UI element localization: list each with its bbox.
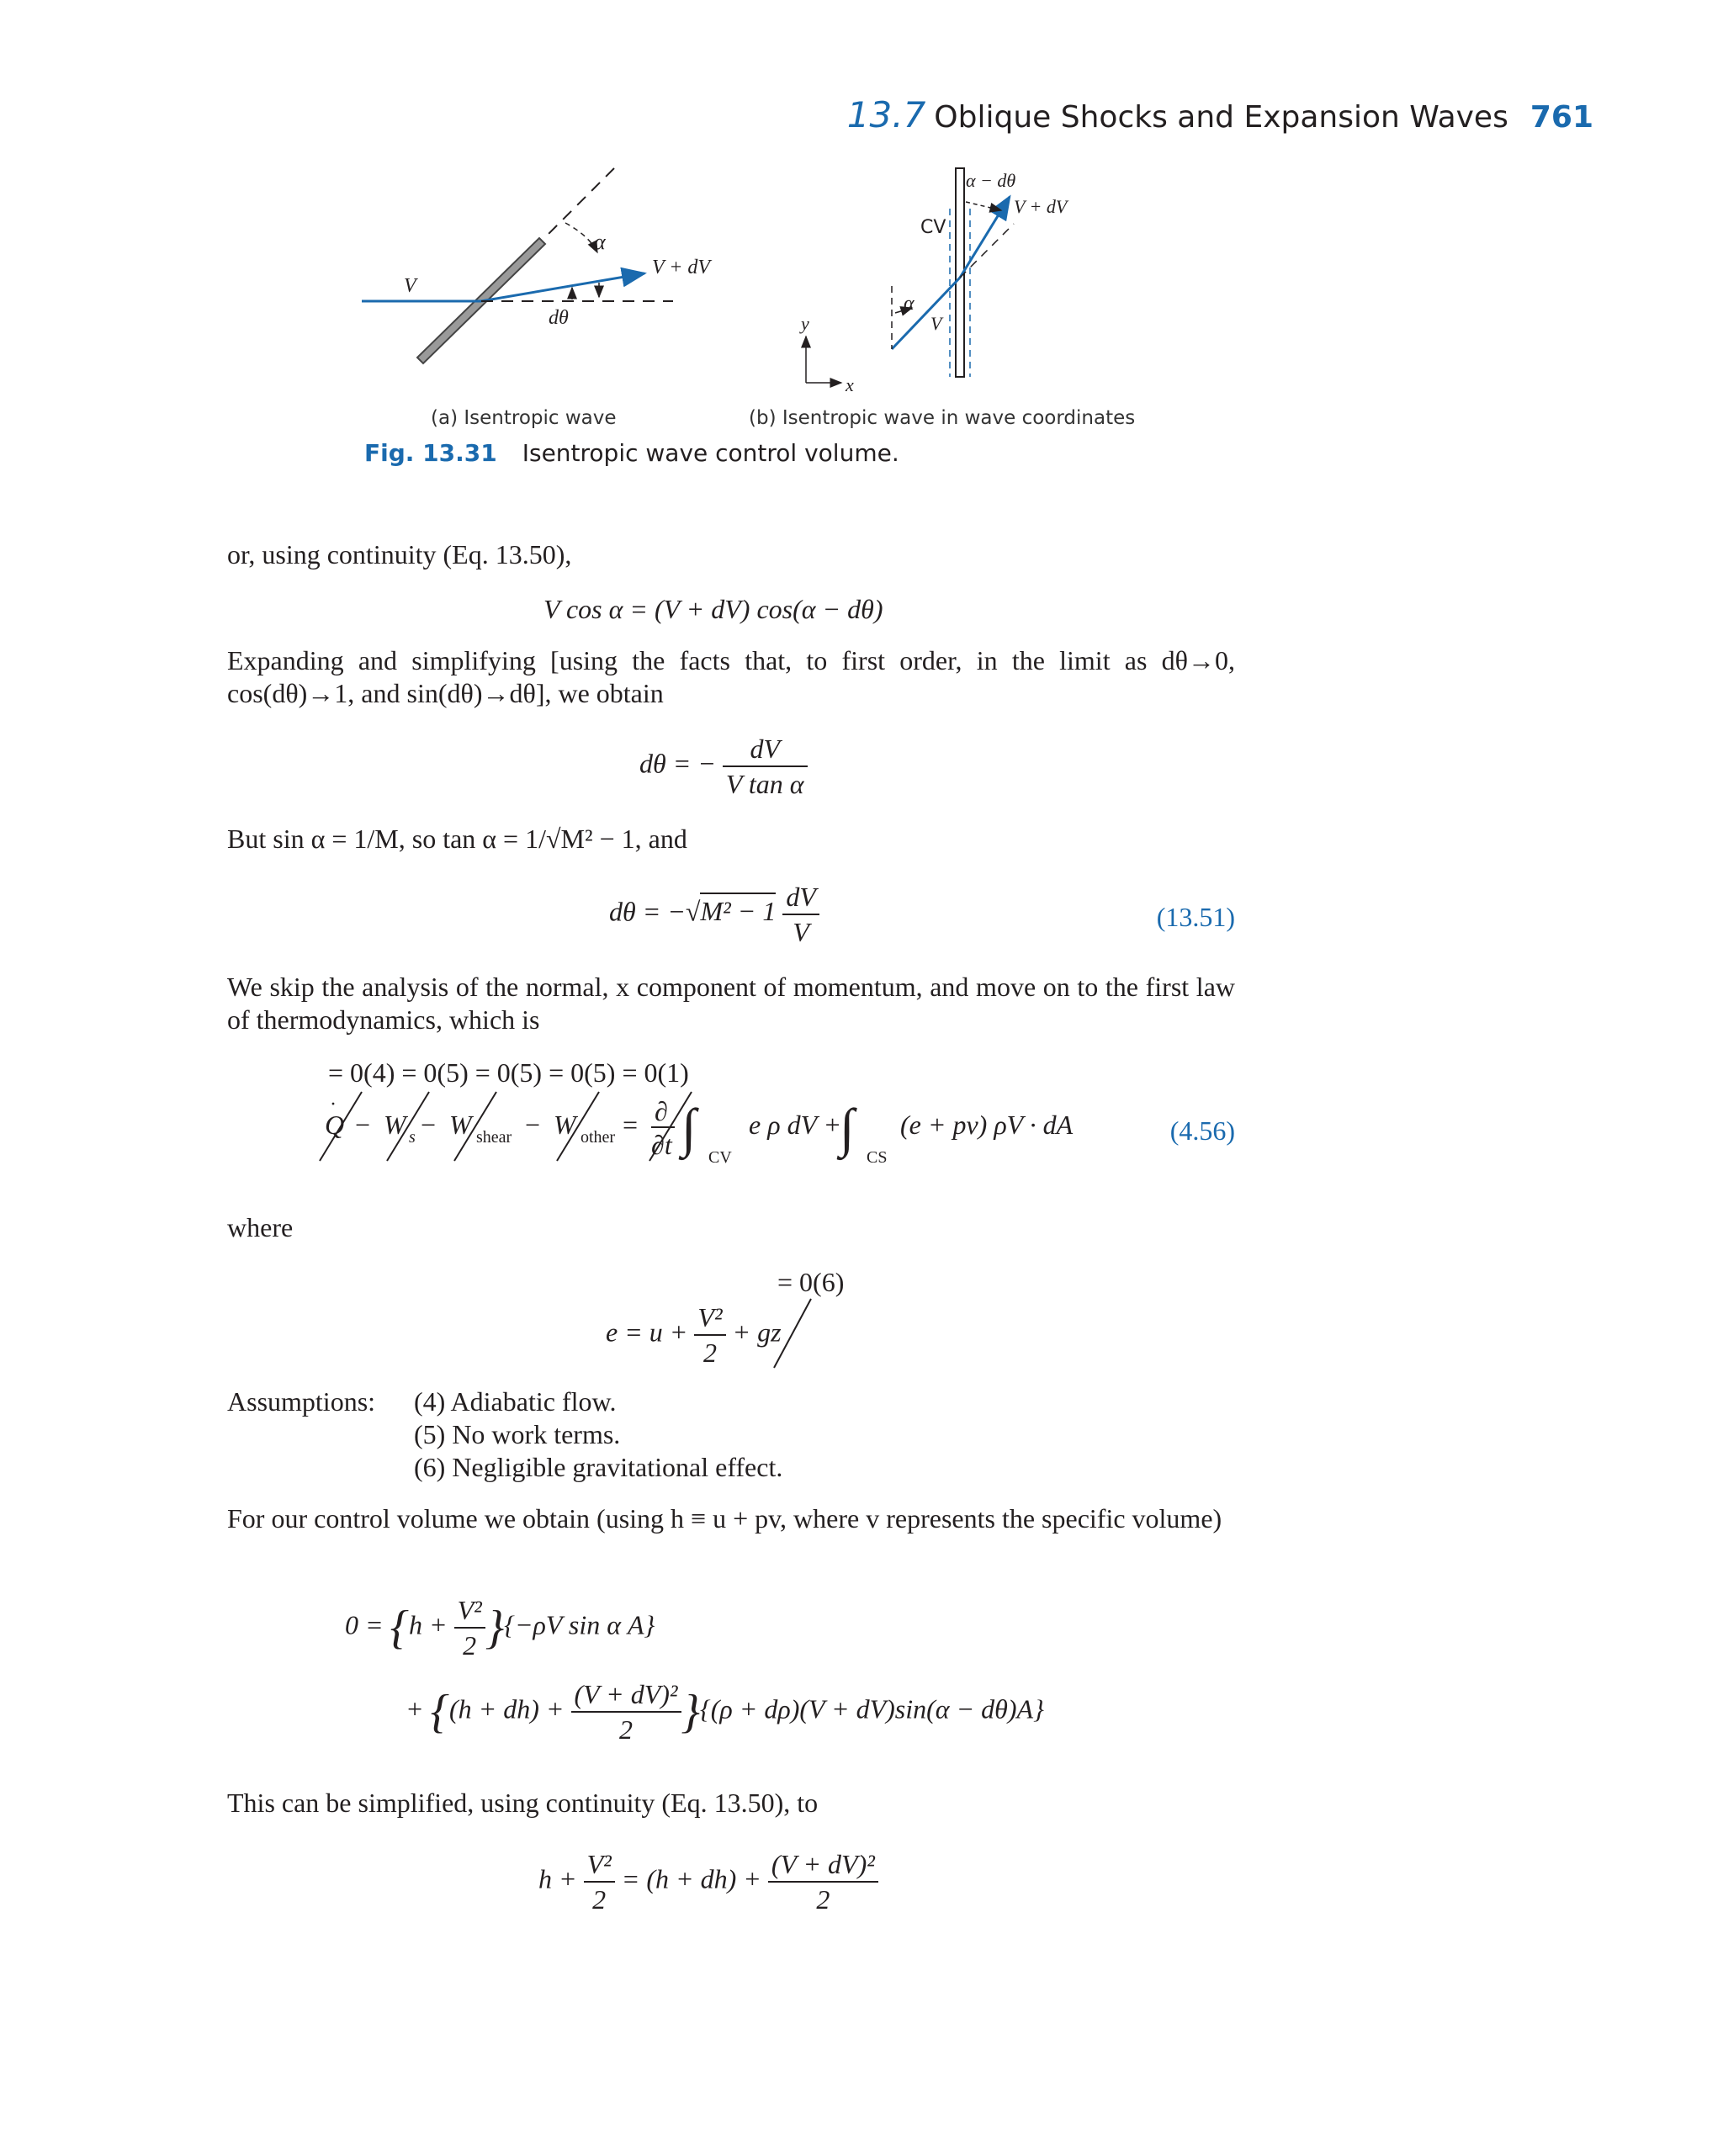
eq456-integral-1: ∫ xyxy=(681,1098,697,1157)
page-number: 761 xyxy=(1529,100,1593,135)
label-v-dv: V + dV xyxy=(652,257,711,278)
subcaption-a: (a) Isentropic wave xyxy=(431,407,617,429)
eq6-l2-h: (h + dh) + xyxy=(449,1693,565,1724)
eq6-l2-numerator: (V + dV)² xyxy=(571,1677,681,1713)
paragraph-simplified: This can be simplified, using continuity (Eq. 13.50), to xyxy=(227,1788,819,1818)
equation-energy-line-2 xyxy=(406,1677,1044,1746)
assumption-5: (5) No work terms. xyxy=(414,1419,621,1449)
eq456-minus-1: − xyxy=(355,1110,371,1140)
eq6-l2-denominator: 2 xyxy=(619,1714,633,1745)
subcaption-b: (b) Isentropic wave in wave coordinates xyxy=(749,407,1136,429)
section-number: 13.7 xyxy=(846,94,926,135)
eq-dtheta-denominator: V tan α xyxy=(725,769,804,799)
equation-enthalpy xyxy=(538,1847,878,1916)
eq456-sub-shear: shear xyxy=(476,1128,512,1147)
eq-1351-left: dθ = −√ xyxy=(609,896,701,927)
eq456-integral-2: ∫ xyxy=(840,1098,855,1157)
paragraph-expanding: Expanding and simplifying [using the facts that, to first order, in the limit as dθ→0, cos(dθ)→1, and sin(dθ)→dθ], we obtain xyxy=(227,645,1235,708)
panel-a xyxy=(362,168,712,363)
eq7-mid: = (h + dh) + xyxy=(621,1863,761,1894)
equation-number-13-51: (13.51) xyxy=(1156,902,1235,932)
eq456-sub-cv: CV xyxy=(708,1148,732,1167)
eq6-l1-fraction xyxy=(454,1593,485,1662)
eq456-w-other: W xyxy=(554,1110,576,1140)
equation-continuity: V cos α = (V + dV) cos(α − dθ) xyxy=(543,594,883,624)
eq6-l2-brace-open: { xyxy=(430,1686,449,1738)
assumption-4: (4) Adiabatic flow. xyxy=(414,1386,617,1417)
figure-number: Fig. 13.31 xyxy=(364,439,497,467)
eq-dtheta-numerator: dV xyxy=(723,732,808,767)
equation-dtheta xyxy=(639,732,808,801)
panel-b xyxy=(799,168,1069,395)
eq-e-right: + gz xyxy=(732,1316,782,1348)
section-title: Oblique Shocks and Expansion Waves xyxy=(934,100,1508,135)
figure-caption-text: Isentropic wave control volume. xyxy=(522,439,899,467)
label-alpha-b: α xyxy=(904,293,915,315)
eq456-minus-3: − xyxy=(525,1110,541,1140)
label-alpha: α xyxy=(594,230,606,254)
eq7-numerator-2: (V + dV)² xyxy=(768,1847,878,1883)
eq6-l1-numerator: V² xyxy=(454,1593,485,1629)
equation-e-zero: = 0(6) xyxy=(777,1267,845,1297)
assumption-6: (6) Negligible gravitational effect. xyxy=(414,1452,783,1482)
eq7-numerator-1: V² xyxy=(584,1847,615,1883)
eq-e-cancellation xyxy=(766,1295,816,1371)
eq6-l2-brace-close: } xyxy=(681,1686,700,1738)
eq456-partial-num: ∂ xyxy=(655,1096,668,1126)
eq6-l1-left: 0 = xyxy=(345,1609,384,1640)
eq-dtheta-fraction xyxy=(723,732,808,801)
eq456-w-shear: W xyxy=(449,1110,472,1140)
eq-1351-numerator: dV xyxy=(782,880,819,915)
label-y-axis: y xyxy=(801,313,809,334)
eq-1351-root: M² − 1 xyxy=(700,893,776,926)
eq456-q-dot-mark: · xyxy=(330,1094,337,1115)
eq456-integrand-2: (e + pv) ρV · dA xyxy=(900,1110,1074,1140)
assumptions-label: Assumptions: xyxy=(227,1386,376,1417)
eq6-l2-left: + xyxy=(406,1693,424,1724)
figure-caption xyxy=(364,439,899,467)
eq456-minus-2: − xyxy=(421,1110,437,1140)
eq-e-fraction xyxy=(694,1300,725,1369)
alpha-dtheta-arc xyxy=(966,202,1001,210)
label-alpha-dtheta: α − dθ xyxy=(966,170,1016,191)
eq456-w-dot: W xyxy=(384,1110,406,1140)
paragraph-continuity: or, using continuity (Eq. 13.50), xyxy=(227,539,572,569)
eq7-left: h + xyxy=(538,1863,577,1894)
equation-4-56-zeros: = 0(4) = 0(5) = 0(5) = 0(5) = 0(1) xyxy=(328,1057,689,1088)
label-x-axis: x xyxy=(846,374,854,395)
paragraph-where: where xyxy=(227,1212,294,1242)
paragraph-momentum: We skip the analysis of the normal, x component of momentum, and move on to the first law of thermodynamics, which is xyxy=(227,972,1235,1035)
eq456-q-dot: Q xyxy=(325,1110,345,1140)
eq6-l1-brace-close: } xyxy=(485,1602,505,1654)
eq-1351-fraction xyxy=(782,880,819,949)
velocity-v-dv-arrow-b xyxy=(960,197,1010,278)
eq456-sub-other: other xyxy=(581,1128,616,1147)
label-cv: CV xyxy=(920,217,946,238)
label-v: V xyxy=(404,275,416,297)
label-dtheta: dθ xyxy=(549,307,569,329)
eq456-w-sub-s: s xyxy=(409,1128,416,1147)
eq-e-left: e = u + xyxy=(606,1316,688,1348)
eq7-denominator-1: 2 xyxy=(592,1884,607,1915)
eq456-integrand-1: e ρ dV + xyxy=(749,1110,842,1140)
equation-energy-line-1 xyxy=(345,1593,655,1662)
equation-4-56 xyxy=(311,1085,1136,1178)
eq-e-denominator: 2 xyxy=(702,1338,717,1368)
eq7-fraction-2 xyxy=(768,1847,878,1916)
label-v-dv-b: V + dV xyxy=(1014,196,1068,217)
wave-line-extension xyxy=(547,168,614,236)
equation-e xyxy=(606,1300,782,1369)
eq456-partial-den: ∂t xyxy=(651,1130,672,1160)
paragraph-sin-alpha: But sin α = 1/M, so tan α = 1/√M² − 1, and xyxy=(227,824,687,854)
eq6-l1-h: h + xyxy=(409,1609,448,1640)
equation-number-4-56: (4.56) xyxy=(1169,1115,1235,1146)
figure-13-31 xyxy=(0,0,1723,505)
eq6-l1-brace-open: { xyxy=(390,1602,409,1654)
eq-dtheta-left: dθ = − xyxy=(639,748,716,779)
paragraph-control-volume: For our control volume we obtain (using h ≡ u + pv, where v represents the specific volume) xyxy=(227,1503,1222,1534)
eq-1351-denominator: V xyxy=(793,917,809,947)
eq6-l2-right: {(ρ + dρ)(V + dV)sin(α − dθ)A} xyxy=(699,1693,1044,1724)
eq-e-numerator: V² xyxy=(694,1300,725,1336)
eq7-denominator-2: 2 xyxy=(816,1884,830,1915)
alpha-arc xyxy=(565,223,597,252)
eq7-fraction-1 xyxy=(584,1847,615,1916)
label-v-b: V xyxy=(930,313,942,334)
equation-13-51 xyxy=(609,880,819,949)
eq6-l1-right: {−ρV sin α A} xyxy=(504,1609,655,1640)
eq456-sub-cs: CS xyxy=(867,1148,888,1167)
eq456-equals: = xyxy=(623,1110,639,1140)
eq6-l2-fraction xyxy=(571,1677,681,1746)
eq6-l1-denominator: 2 xyxy=(463,1630,477,1661)
